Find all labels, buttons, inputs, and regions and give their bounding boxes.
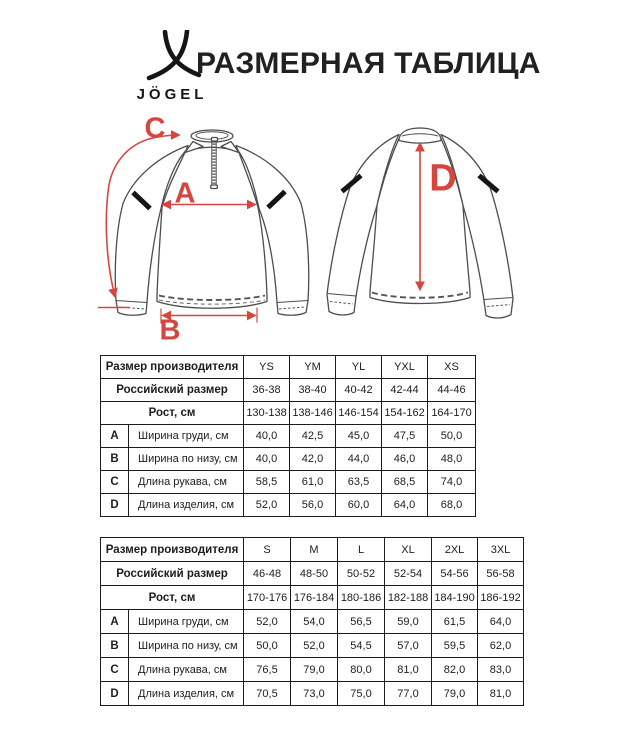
row-label-cell: Размер производителя <box>101 538 244 562</box>
row-label-cell: Российский размер <box>101 562 244 586</box>
measure-label-cell: Ширина по низу, см <box>129 448 244 471</box>
table-header-row <box>101 402 476 425</box>
size-value-cell: YL <box>336 356 382 379</box>
measure-value-cell: 74,0 <box>428 471 476 494</box>
size-value-cell: YS <box>244 356 290 379</box>
size-value-cell: 50-52 <box>338 562 385 586</box>
measure-value-cell: 60,0 <box>336 494 382 517</box>
table-measure-row <box>101 471 476 494</box>
measure-value-cell: 79,0 <box>291 658 338 682</box>
size-value-cell: 56-58 <box>478 562 524 586</box>
measure-label-cell: Длина рукава, см <box>129 658 244 682</box>
dimension-label-d: D <box>429 157 457 200</box>
measure-value-cell: 56,0 <box>290 494 336 517</box>
size-value-cell: 146-154 <box>336 402 382 425</box>
size-value-cell: 184-190 <box>432 586 478 610</box>
measure-value-cell: 44,0 <box>336 448 382 471</box>
table-header-row <box>101 379 476 402</box>
measure-value-cell: 54,5 <box>338 634 385 658</box>
dimension-label-c: C <box>144 112 166 145</box>
dimension-letter-cell: C <box>101 471 129 494</box>
measure-value-cell: 77,0 <box>385 682 432 706</box>
measure-value-cell: 61,5 <box>432 610 478 634</box>
measure-value-cell: 58,5 <box>244 471 290 494</box>
table-header-row <box>101 562 524 586</box>
measure-label-cell: Длина изделия, см <box>129 494 244 517</box>
size-value-cell: 176-184 <box>291 586 338 610</box>
size-value-cell: 48-50 <box>291 562 338 586</box>
measure-value-cell: 81,0 <box>478 682 524 706</box>
measure-value-cell: 80,0 <box>338 658 385 682</box>
table-measure-row <box>101 610 524 634</box>
size-table-adult <box>100 537 524 706</box>
measure-value-cell: 56,5 <box>338 610 385 634</box>
size-value-cell: S <box>244 538 291 562</box>
measure-value-cell: 64,0 <box>478 610 524 634</box>
size-value-cell: 36-38 <box>244 379 290 402</box>
row-label-cell: Размер производителя <box>101 356 244 379</box>
size-value-cell: YM <box>290 356 336 379</box>
size-value-cell: 38-40 <box>290 379 336 402</box>
row-label-cell: Российский размер <box>101 379 244 402</box>
size-value-cell: 3XL <box>478 538 524 562</box>
size-table-youth-body <box>101 356 476 517</box>
measure-value-cell: 48,0 <box>428 448 476 471</box>
measure-value-cell: 45,0 <box>336 425 382 448</box>
measure-value-cell: 52,0 <box>291 634 338 658</box>
measure-value-cell: 59,5 <box>432 634 478 658</box>
size-value-cell: XL <box>385 538 432 562</box>
measure-label-cell: Длина изделия, см <box>129 682 244 706</box>
measure-label-cell: Ширина по низу, см <box>129 634 244 658</box>
measure-value-cell: 64,0 <box>382 494 428 517</box>
measure-value-cell: 68,0 <box>428 494 476 517</box>
measure-value-cell: 42,0 <box>290 448 336 471</box>
dimension-arrow-b <box>160 308 257 347</box>
size-value-cell: 180-186 <box>338 586 385 610</box>
measure-value-cell: 75,0 <box>338 682 385 706</box>
size-value-cell: 54-56 <box>432 562 478 586</box>
size-value-cell: 154-162 <box>382 402 428 425</box>
measure-value-cell: 52,0 <box>244 610 291 634</box>
table-measure-row <box>101 682 524 706</box>
table-measure-row <box>101 634 524 658</box>
dimension-letter-cell: B <box>101 634 129 658</box>
dimension-letter-cell: D <box>101 682 129 706</box>
measure-value-cell: 68,5 <box>382 471 428 494</box>
measure-value-cell: 73,0 <box>291 682 338 706</box>
measure-value-cell: 70,5 <box>244 682 291 706</box>
dimension-letter-cell: C <box>101 658 129 682</box>
measure-value-cell: 79,0 <box>432 682 478 706</box>
table-measure-row <box>101 448 476 471</box>
table-measure-row <box>101 425 476 448</box>
measure-value-cell: 54,0 <box>291 610 338 634</box>
measure-value-cell: 42,5 <box>290 425 336 448</box>
size-value-cell: 52-54 <box>385 562 432 586</box>
size-value-cell: 46-48 <box>244 562 291 586</box>
measure-value-cell: 83,0 <box>478 658 524 682</box>
page-title: РАЗМЕРНАЯ ТАБЛИЦА <box>196 47 541 80</box>
dimension-letter-cell: A <box>101 610 129 634</box>
measure-value-cell: 82,0 <box>432 658 478 682</box>
dimension-label-a: A <box>174 177 196 210</box>
garment-back-diagram <box>325 112 555 348</box>
size-value-cell: 40-42 <box>336 379 382 402</box>
size-table-youth <box>100 355 476 517</box>
measure-label-cell: Ширина груди, см <box>129 425 244 448</box>
size-value-cell: 164-170 <box>428 402 476 425</box>
size-value-cell: 2XL <box>432 538 478 562</box>
size-value-cell: 186-192 <box>478 586 524 610</box>
table-header-row <box>101 356 476 379</box>
jogel-logo-text: JÖGEL <box>136 86 208 103</box>
measure-label-cell: Длина рукава, см <box>129 471 244 494</box>
measure-value-cell: 50,0 <box>428 425 476 448</box>
dimension-letter-cell: D <box>101 494 129 517</box>
table-measure-row <box>101 658 524 682</box>
measure-value-cell: 57,0 <box>385 634 432 658</box>
size-value-cell: 182-188 <box>385 586 432 610</box>
measure-value-cell: 46,0 <box>382 448 428 471</box>
size-table-adult-body <box>101 538 524 706</box>
table-measure-row <box>101 494 476 517</box>
size-value-cell: M <box>291 538 338 562</box>
table-header-row <box>101 538 524 562</box>
dimension-letter-cell: A <box>101 425 129 448</box>
size-value-cell: 170-176 <box>244 586 291 610</box>
dimension-letter-cell: B <box>101 448 129 471</box>
size-value-cell: 42-44 <box>382 379 428 402</box>
measure-value-cell: 40,0 <box>244 425 290 448</box>
measure-value-cell: 59,0 <box>385 610 432 634</box>
measure-value-cell: 81,0 <box>385 658 432 682</box>
garment-front-diagram <box>95 112 325 348</box>
measure-value-cell: 40,0 <box>244 448 290 471</box>
measure-value-cell: 76,5 <box>244 658 291 682</box>
size-value-cell: L <box>338 538 385 562</box>
measure-value-cell: 47,5 <box>382 425 428 448</box>
size-value-cell: YXL <box>382 356 428 379</box>
size-value-cell: 138-146 <box>290 402 336 425</box>
measure-label-cell: Ширина груди, см <box>129 610 244 634</box>
size-value-cell: 44-46 <box>428 379 476 402</box>
table-header-row <box>101 586 524 610</box>
row-label-cell: Рост, см <box>101 586 244 610</box>
size-value-cell: 130-138 <box>244 402 290 425</box>
dimension-label-b: B <box>159 314 181 347</box>
measure-value-cell: 63,5 <box>336 471 382 494</box>
measure-value-cell: 61,0 <box>290 471 336 494</box>
measure-value-cell: 52,0 <box>244 494 290 517</box>
measure-value-cell: 62,0 <box>478 634 524 658</box>
measure-value-cell: 50,0 <box>244 634 291 658</box>
size-value-cell: XS <box>428 356 476 379</box>
row-label-cell: Рост, см <box>101 402 244 425</box>
